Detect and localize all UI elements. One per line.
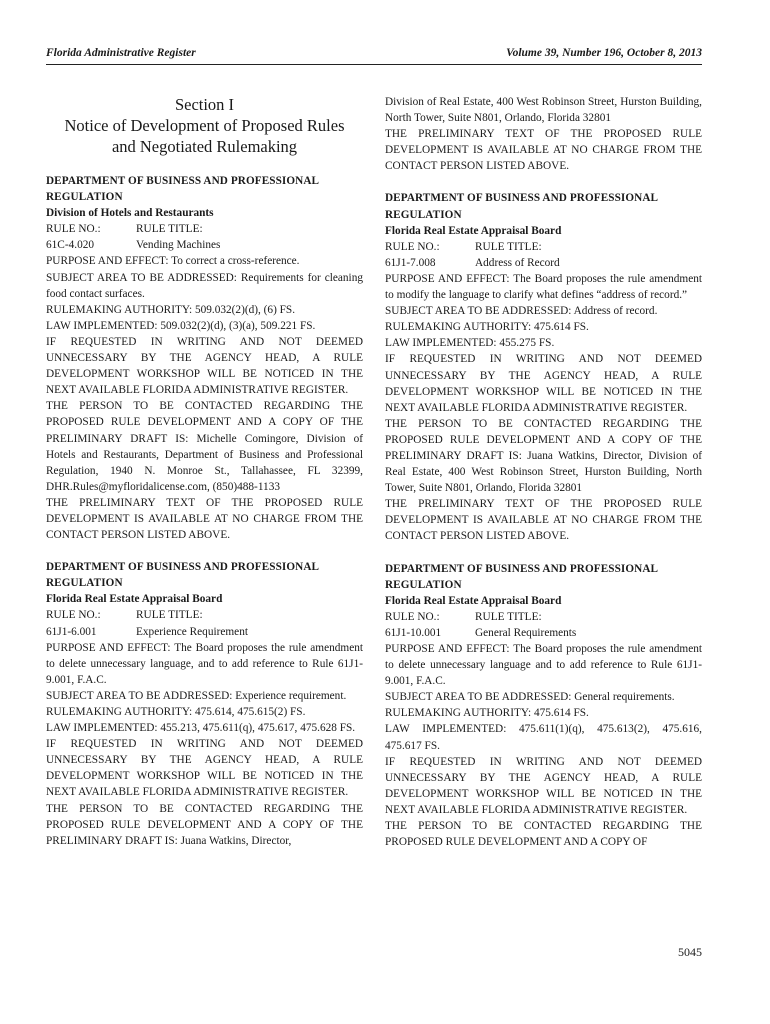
department-name-line1: DEPARTMENT OF BUSINESS AND PROFESSIONAL — [46, 175, 320, 187]
rule-no-label: RULE NO.: — [46, 609, 101, 622]
rule-labels-row — [46, 607, 363, 623]
notice-paragraph: SUBJECT AREA TO BE ADDRESSED: Address of record. — [385, 305, 658, 318]
rule-title-label: RULE TITLE: — [136, 223, 203, 236]
department-name-line2: REGULATION — [385, 208, 462, 221]
page-number: 5045 — [678, 945, 702, 959]
notice-paragraph: SUBJECT AREA TO BE ADDRESSED: Experience requirement. — [46, 689, 347, 702]
rule-title-label: RULE TITLE: — [475, 240, 542, 253]
division-name: Florida Real Estate Appraisal Board — [385, 224, 562, 237]
notice-paragraph: SUBJECT AREA TO BE ADDRESSED: Requirements for cleaning food contact surfaces. — [46, 271, 363, 300]
rule-number: 61J1-6.001 — [46, 625, 97, 638]
rule-number: 61J1-10.001 — [385, 626, 442, 639]
rule-notice — [385, 190, 702, 544]
notice-paragraph: LAW IMPLEMENTED: 509.032(2)(d), (3)(a), 509.221 FS. — [46, 319, 316, 332]
notice-paragraph: PURPOSE AND EFFECT: The Board proposes the rule amendment to delete unnecessary language, and to add reference to Rule 61J1-9.001, F.A.C. — [46, 641, 363, 686]
notice-paragraph: IF REQUESTED IN WRITING AND NOT DEEMED UNNECESSARY BY THE AGENCY HEAD, A RULE DEVELOPMENT WORKSHOP WILL BE NOTICED IN THE NEXT AVAILABLE FLORIDA ADMINISTRATIVE REGISTER. — [385, 755, 702, 816]
rule-values-row — [385, 625, 702, 641]
left-column — [46, 94, 363, 865]
division-name: Florida Real Estate Appraisal Board — [46, 593, 223, 606]
rule-notice — [46, 173, 363, 543]
notice-paragraph: THE PRELIMINARY TEXT OF THE PROPOSED RULE DEVELOPMENT IS AVAILABLE AT NO CHARGE FROM THE CONTACT PERSON LISTED ABOVE. — [385, 498, 702, 543]
notice-paragraph: THE PRELIMINARY TEXT OF THE PROPOSED RULE DEVELOPMENT IS AVAILABLE AT NO CHARGE FROM THE CONTACT PERSON LISTED ABOVE. — [385, 128, 702, 173]
rule-values-row — [385, 255, 702, 271]
rule-title-label: RULE TITLE: — [136, 609, 203, 622]
notice-paragraph: RULEMAKING AUTHORITY: 475.614 FS. — [385, 707, 589, 720]
rule-values-row — [46, 237, 363, 253]
notice-paragraph: IF REQUESTED IN WRITING AND NOT DEEMED UNNECESSARY BY THE AGENCY HEAD, A RULE DEVELOPMENT WORKSHOP WILL BE NOTICED IN THE NEXT AVAILABLE FLORIDA ADMINISTRATIVE REGISTER. — [46, 738, 363, 799]
department-name-line1: DEPARTMENT OF BUSINESS AND PROFESSIONAL — [46, 561, 320, 574]
division-name: Division of Hotels and Restaurants — [46, 207, 214, 220]
right-column — [385, 94, 702, 866]
rule-no-label: RULE NO.: — [385, 610, 440, 623]
notice-paragraph: RULEMAKING AUTHORITY: 509.032(2)(d), (6) FS. — [46, 303, 296, 316]
rule-title: Vending Machines — [136, 239, 221, 252]
right-notices — [385, 190, 702, 850]
notice-paragraph: RULEMAKING AUTHORITY: 475.614 FS. — [385, 321, 589, 334]
rule-title: Address of Record — [475, 256, 560, 269]
department-name-line1: DEPARTMENT OF BUSINESS AND PROFESSIONAL — [385, 562, 659, 575]
rule-no-label: RULE NO.: — [46, 223, 101, 236]
continued-notice — [385, 94, 702, 174]
notice-paragraph: THE PERSON TO BE CONTACTED REGARDING THE PROPOSED RULE DEVELOPMENT AND A COPY OF THE PRELIMINARY DRAFT IS: Michelle Comingore, Division of Hotels and Restaurants, Department of Business and Professional Regulation, 1940 N. Monroe St., Tallahassee, FL 32399, DHR.Rules@myfloridalicense.com, (850)488-1133 — [46, 400, 363, 493]
department-name-line2: REGULATION — [46, 577, 123, 590]
notice-paragraph: LAW IMPLEMENTED: 455.275 FS. — [385, 337, 555, 350]
notice-paragraph: PURPOSE AND EFFECT: The Board proposes the rule amendment to delete unnecessary language and to add reference to Rule 61J1-9.001, F.A.C. — [385, 643, 702, 688]
notice-paragraph: LAW IMPLEMENTED: 455.213, 475.611(q), 475.617, 475.628 FS. — [46, 722, 356, 735]
rule-values-row — [46, 624, 363, 640]
notice-paragraph: IF REQUESTED IN WRITING AND NOT DEEMED UNNECESSARY BY THE AGENCY HEAD, A RULE DEVELOPMENT WORKSHOP WILL BE NOTICED IN THE NEXT AVAILABLE FLORIDA ADMINISTRATIVE REGISTER. — [46, 335, 363, 397]
notice-paragraph: THE PRELIMINARY TEXT OF THE PROPOSED RULE DEVELOPMENT IS AVAILABLE AT NO CHARGE FROM THE CONTACT PERSON LISTED ABOVE. — [46, 496, 363, 542]
running-header — [46, 44, 702, 65]
notice-paragraph: RULEMAKING AUTHORITY: 475.614, 475.615(2) FS. — [46, 706, 306, 718]
notice-paragraph: THE PERSON TO BE CONTACTED REGARDING THE PROPOSED RULE DEVELOPMENT AND A COPY OF THE PRELIMINARY DRAFT IS: Juana Watkins, Director, — [46, 802, 363, 847]
left-notices — [46, 173, 363, 849]
rule-no-label: RULE NO.: — [385, 240, 440, 253]
notice-paragraph: SUBJECT AREA TO BE ADDRESSED: General requirements. — [385, 691, 675, 704]
notice-paragraph: THE PERSON TO BE CONTACTED REGARDING THE PROPOSED RULE DEVELOPMENT AND A COPY OF THE PRELIMINARY DRAFT IS: Juana Watkins, Director, Division of Real Estate, 400 West Robinson Street, Hurston Building, North Tower, Suite N801, Orlando, Florida 32801 — [385, 417, 702, 495]
rule-number: 61C-4.020 — [46, 239, 95, 252]
notice-paragraph: IF REQUESTED IN WRITING AND NOT DEEMED UNNECESSARY BY THE AGENCY HEAD, A RULE DEVELOPMENT WORKSHOP WILL BE NOTICED IN THE NEXT AVAILABLE FLORIDA ADMINISTRATIVE REGISTER. — [385, 353, 702, 414]
rule-notice — [46, 559, 363, 849]
department-name-line1: DEPARTMENT OF BUSINESS AND PROFESSIONAL — [385, 192, 659, 205]
notice-paragraph: PURPOSE AND EFFECT: To correct a cross-reference. — [46, 255, 300, 268]
rule-title: General Requirements — [475, 626, 577, 639]
rule-title-label: RULE TITLE: — [475, 610, 542, 623]
rule-labels-row — [46, 221, 363, 237]
header-volume-date: Volume 39, Number 196, October 8, 2013 — [506, 47, 702, 59]
notice-paragraph: THE PERSON TO BE CONTACTED REGARDING THE PROPOSED RULE DEVELOPMENT AND A COPY OF — [385, 820, 702, 849]
notice-paragraph: Division of Real Estate, 400 West Robinson Street, Hurston Building, North Tower, Suite N801, Orlando, Florida 32801 — [385, 96, 702, 125]
rule-title: Experience Requirement — [136, 625, 248, 638]
department-name-line2: REGULATION — [46, 191, 123, 204]
rule-labels-row — [385, 609, 702, 625]
rule-notice — [385, 561, 702, 851]
header-publication: Florida Administrative Register — [46, 47, 196, 59]
notice-paragraph: PURPOSE AND EFFECT: The Board proposes the rule amendment to modify the language to clarify what defines “address of record.” — [385, 272, 702, 302]
rule-number: 61J1-7.008 — [385, 256, 436, 269]
division-name: Florida Real Estate Appraisal Board — [385, 594, 562, 607]
section-title: Section I Notice of Development of Proposed Rules and Negotiated Rulemaking — [64, 95, 345, 156]
rule-labels-row — [385, 239, 702, 255]
notice-paragraph: LAW IMPLEMENTED: 475.611(1)(q), 475.613(2), 475.616, 475.617 FS. — [385, 723, 702, 752]
department-name-line2: REGULATION — [385, 578, 462, 591]
